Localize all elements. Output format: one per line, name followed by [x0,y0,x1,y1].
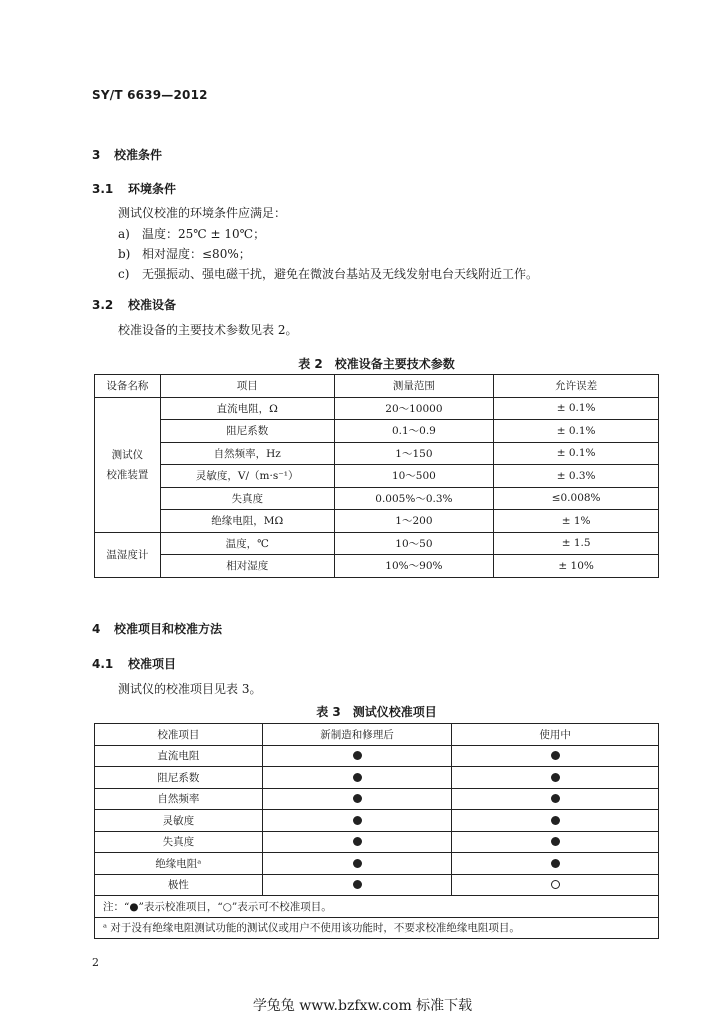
table-row [95,420,659,443]
section-title: 环境条件 [128,182,177,196]
calibration-item: 失真度 [95,831,263,853]
table-row [95,532,659,555]
section-title: 校准项目和校准方法 [114,622,223,636]
calibration-item: 自然频率 [95,788,263,810]
section-3-2-heading [92,296,176,313]
table-cell: 10～50 [334,532,494,555]
mark-cell [452,788,659,810]
list-text: 相对湿度：≤80%； [142,247,251,261]
table-row [95,767,659,789]
list-label: a) [118,227,130,241]
table-cell: ± 0.3% [494,465,659,488]
mark-cell [262,810,452,832]
table-row [95,465,659,488]
table-row [95,442,659,465]
list-label: b) [118,247,131,261]
table-row [95,745,659,767]
section-3-1-heading [92,180,176,197]
calibration-item: 极性 [95,874,263,896]
column-header: 测量范围 [334,375,494,398]
table-header-row [95,375,659,398]
filled-circle-icon [551,751,560,760]
table-cell: 0.005%～0.3% [334,487,494,510]
section-number: 4.1 [92,657,114,671]
paragraph: 校准设备的主要技术参数见表 2。 [118,323,298,337]
table-row [95,853,659,875]
filled-circle-icon [551,816,560,825]
table-row [95,788,659,810]
equipment-name: 温湿度计 [106,549,149,561]
filled-circle-icon [353,837,362,846]
column-header: 新制造和修理后 [262,724,452,746]
filled-circle-icon [353,859,362,868]
table-2-caption: 表 2 校准设备主要技术参数 [298,357,455,371]
table-cell: 自然频率，Hz [160,442,334,465]
list-text: 温度：25℃ ± 10℃； [142,227,266,241]
table-header-row [95,724,659,746]
calibration-item: 绝缘电阻ᵃ [95,853,263,875]
document-code: SY/T 6639—2012 [92,88,208,102]
paragraph: 测试仪的校准项目见表 3。 [118,682,262,696]
section-4-1-heading [92,655,176,672]
page-number: 2 [92,956,99,969]
equipment-name-cell [95,532,161,577]
site-watermark: 学兔兔 www.bzfxw.com 标准下载 [252,998,473,1014]
table-note-row [95,896,659,918]
table-cell: 10%～90% [334,555,494,578]
section-number: 4 [92,622,101,636]
mark-cell [262,831,452,853]
section-4-heading [92,620,222,637]
filled-circle-icon [353,880,362,889]
table-cell: 0.1～0.9 [334,420,494,443]
filled-circle-icon [353,816,362,825]
mark-cell [262,874,452,896]
table-3 [94,723,659,939]
table-cell: 1～200 [334,510,494,533]
mark-cell [452,874,659,896]
table-row [95,510,659,533]
column-header: 校准项目 [95,724,263,746]
calibration-item: 阻尼系数 [95,767,263,789]
table-cell: ± 0.1% [494,397,659,420]
table-cell: 绝缘电阻，MΩ [160,510,334,533]
table-note: 注：“●”表示校准项目，“○”表示可不校准项目。 [95,896,659,918]
list-item [118,248,251,260]
calibration-item: 灵敏度 [95,810,263,832]
column-header: 使用中 [452,724,659,746]
section-number: 3.1 [92,182,114,196]
mark-cell [452,810,659,832]
table-row [95,555,659,578]
filled-circle-icon [551,773,560,782]
table-3-caption: 表 3 测试仪校准项目 [316,705,437,719]
list-label: c) [118,267,130,281]
equipment-name: 测试仪 [111,448,144,461]
mark-cell [262,767,452,789]
table-row [95,810,659,832]
list-item [118,228,265,240]
table-2 [94,374,659,578]
list-text: 无强振动、强电磁干扰，避免在微波台基站及无线发射电台天线附近工作。 [142,267,539,281]
table-cell: 20～10000 [334,397,494,420]
equipment-name: 校准装置 [106,468,149,481]
table-cell: 相对湿度 [160,555,334,578]
equipment-name-cell [95,397,161,532]
table-cell: ± 10% [494,555,659,578]
section-title: 校准项目 [128,657,177,671]
mark-cell [262,745,452,767]
mark-cell [262,853,452,875]
table-cell: ± 0.1% [494,420,659,443]
calibration-item: 直流电阻 [95,745,263,767]
table-row [95,874,659,896]
mark-cell [452,767,659,789]
table-cell: 温度，℃ [160,532,334,555]
table-cell: ± 0.1% [494,442,659,465]
table-footnote: ᵃ 对于没有绝缘电阻测试功能的测试仪或用户不使用该功能时，不要求校准绝缘电阻项目。 [95,917,659,939]
table-cell: 灵敏度，V/（m·s⁻¹） [160,465,334,488]
table-row [95,487,659,510]
paragraph: 测试仪校准的环境条件应满足： [118,206,287,220]
filled-circle-icon [551,859,560,868]
section-title: 校准条件 [114,148,163,162]
list-item [118,268,538,280]
mark-cell [452,831,659,853]
table-row [95,397,659,420]
column-header: 设备名称 [95,375,161,398]
table-cell: 10～500 [334,465,494,488]
section-title: 校准设备 [128,298,177,312]
table-cell: 直流电阻，Ω [160,397,334,420]
table-cell: 1～150 [334,442,494,465]
filled-circle-icon [551,837,560,846]
section-number: 3 [92,148,101,162]
section-number: 3.2 [92,298,114,312]
filled-circle-icon [353,794,362,803]
empty-circle-icon [551,880,560,889]
filled-circle-icon [353,751,362,760]
column-header: 项目 [160,375,334,398]
mark-cell [452,745,659,767]
mark-cell [262,788,452,810]
table-cell: 失真度 [160,487,334,510]
filled-circle-icon [353,773,362,782]
table-cell: ± 1.5 [494,532,659,555]
column-header: 允许误差 [494,375,659,398]
section-3-heading [92,146,162,163]
mark-cell [452,853,659,875]
table-footnote-row [95,917,659,939]
filled-circle-icon [551,794,560,803]
table-cell: ± 1% [494,510,659,533]
table-cell: ≤0.008% [494,487,659,510]
table-row [95,831,659,853]
table-cell: 阻尼系数 [160,420,334,443]
